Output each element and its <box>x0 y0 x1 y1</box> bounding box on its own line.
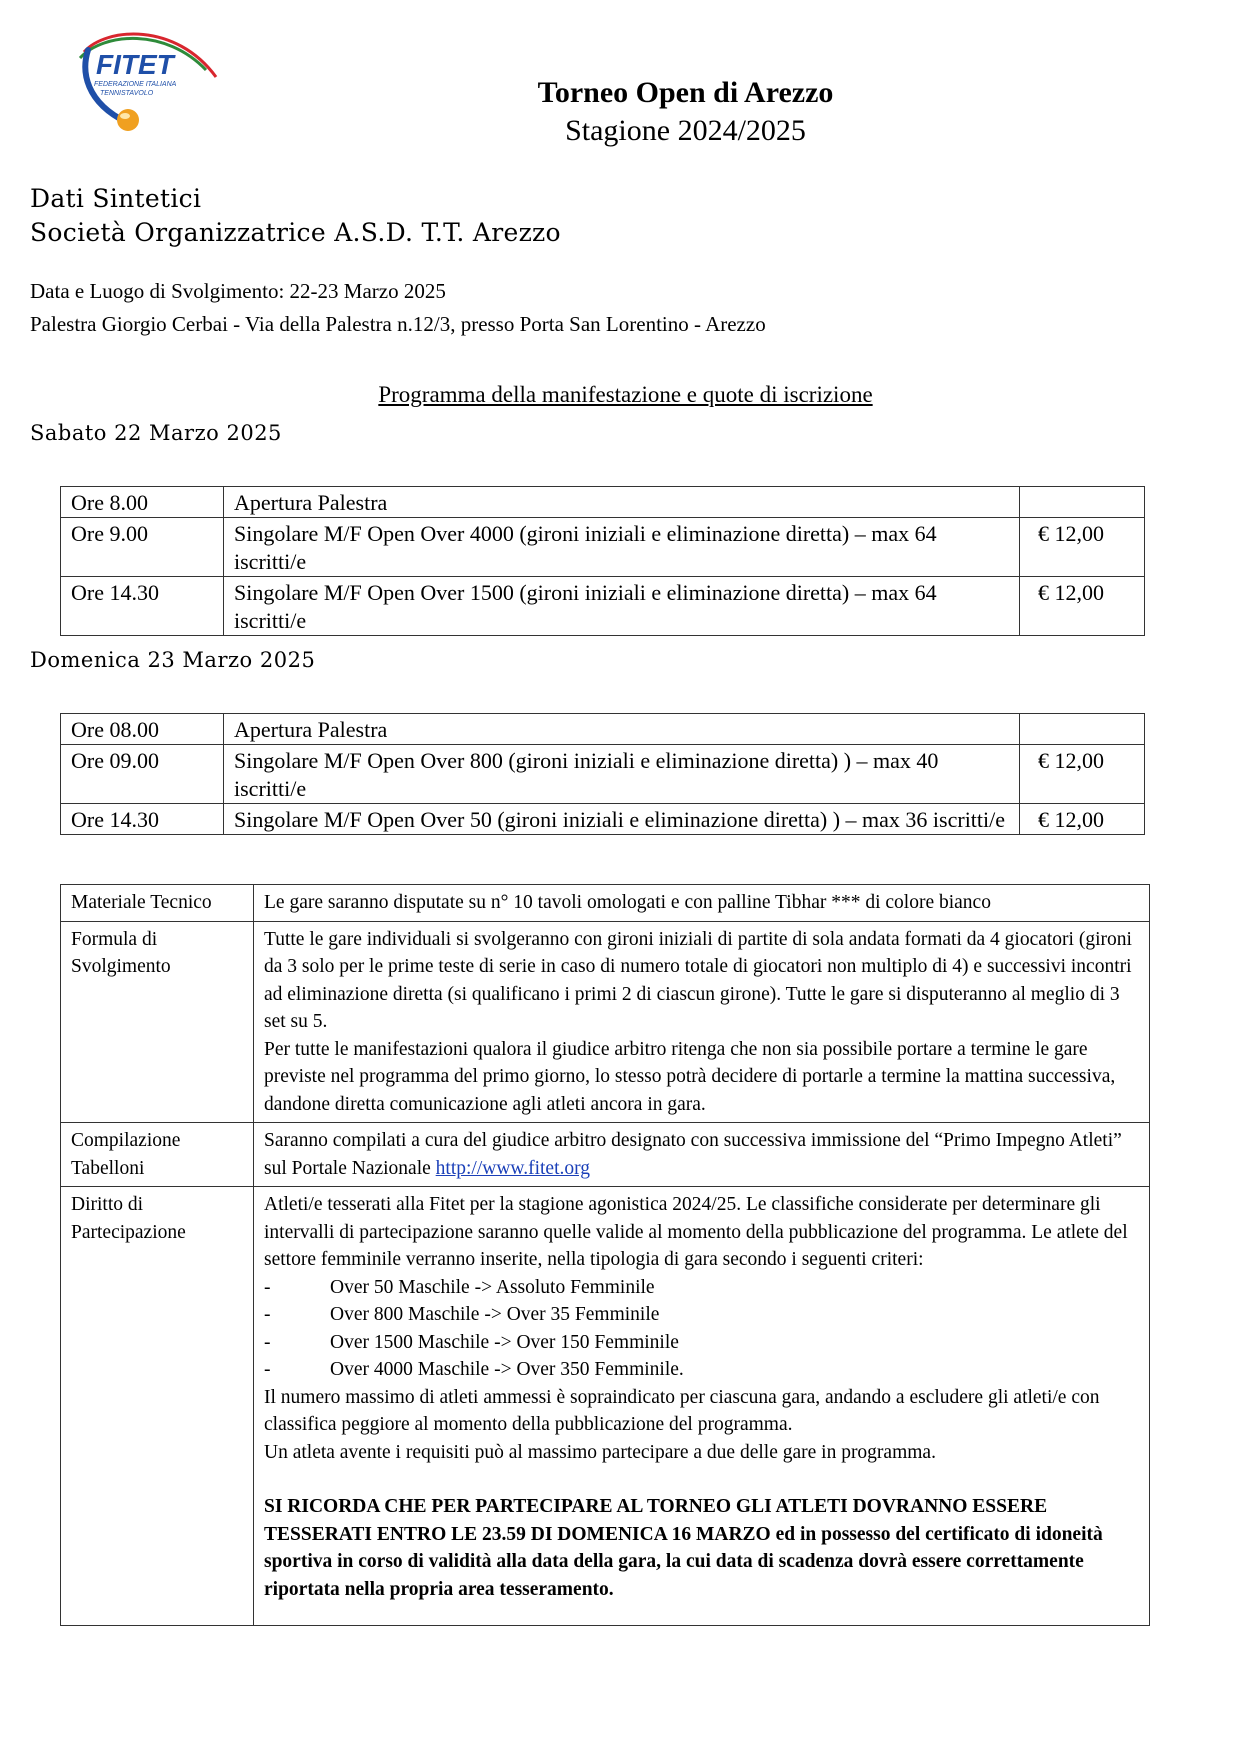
list-item-text: Over 800 Maschile -> Over 35 Femminile <box>330 1304 660 1325</box>
list-item-text: Over 50 Maschile -> Assoluto Femminile <box>330 1276 655 1298</box>
info-key: Formula di Svolgimento <box>61 921 254 1123</box>
list-item <box>264 1274 1139 1302</box>
fee-cell <box>1020 714 1145 745</box>
logo-subtitle-1: FEDERAZIONE ITALIANA <box>94 81 177 88</box>
event-cell: Singolare M/F Open Over 1500 (gironi iniziali e eliminazione diretta) – max 64 iscritti/e <box>224 577 1020 636</box>
time-cell: Ore 14.30 <box>61 804 224 835</box>
bullet-marker: - <box>264 1331 271 1353</box>
info-key: Compilazione Tabelloni <box>61 1123 254 1187</box>
bullet-marker: - <box>264 1276 271 1298</box>
table-row <box>61 577 1145 636</box>
list-item-text: Over 1500 Maschile -> Over 150 Femminile <box>330 1331 679 1353</box>
diritto-paragraph-1: Atleti/e tesserati alla Fitet per la stagione agonistica 2024/25. Le classifiche considerate per determinare gli intervalli di partecipazione saranno quelle valide al momento della pubblicazione del programma. Le atlete del settore femminile verranno inserite, nella tipologia di gara secondo i seguenti criteri: <box>264 1194 1128 1270</box>
table-row <box>61 1123 1150 1187</box>
logo-text: FITET <box>96 49 174 80</box>
event-cell: Apertura Palestra <box>224 714 1020 745</box>
info-value: Le gare saranno disputate su n° 10 tavoli omologati e con palline Tibhar *** di colore bianco <box>254 885 1150 922</box>
fee-cell: € 12,00 <box>1020 518 1145 577</box>
event-cell: Singolare M/F Open Over 50 (gironi iniziali e eliminazione diretta) ) – max 36 iscritti/e <box>224 804 1020 835</box>
formula-paragraph-2: Per tutte le manifestazioni qualora il giudice arbitro ritenga che non sia possibile portare a termine le gare previste nel programma del primo giorno, lo stesso potrà decidere di portarle a termine la mattina successiva, dandone diretta comunicazione agli atleti ancora in gara. <box>264 1038 1116 1115</box>
table-row <box>61 885 1150 922</box>
fee-cell <box>1020 487 1145 518</box>
info-value <box>254 1123 1150 1187</box>
list-item-text: Over 4000 Maschile -> Over 350 Femminile. <box>330 1359 684 1380</box>
summary-heading: Dati Sintetici <box>30 184 202 213</box>
fee-cell: € 12,00 <box>1020 804 1145 835</box>
venue: Palestra Giorgio Cerbai - Via della Palestra n.12/3, presso Porta San Lorentino - Arezzo <box>30 312 766 336</box>
time-cell: Ore 09.00 <box>61 745 224 804</box>
list-item <box>264 1329 1139 1357</box>
time-cell: Ore 9.00 <box>61 518 224 577</box>
logo-subtitle-2: TENNISTAVOLO <box>100 90 154 97</box>
date-place: Data e Luogo di Svolgimento: 22-23 Marzo 2025 <box>30 279 446 303</box>
list-item <box>264 1301 1139 1329</box>
table-row <box>61 804 1145 835</box>
fee-cell: € 12,00 <box>1020 745 1145 804</box>
sunday-schedule <box>60 713 1145 835</box>
sunday-label: Domenica 23 Marzo 2025 <box>30 648 316 672</box>
formula-paragraph-1: Tutte le gare individuali si svolgeranno con gironi iniziali di partite di sola andata formati da 4 giocatori (gironi da 3 solo per le prime teste di serie in caso di numero totale di giocatori non multiplo di 4) e successivi incontri ad eliminazione diretta (si qualificano i primi 2 di ciascun girone). Tutte le gare si disputeranno al meglio di 3 set su 5. <box>264 928 1132 1032</box>
organizer: Società Organizzatrice A.S.D. T.T. Arezzo <box>30 218 561 247</box>
table-row <box>61 518 1145 577</box>
time-cell: Ore 08.00 <box>61 714 224 745</box>
time-cell: Ore 14.30 <box>61 577 224 636</box>
event-cell: Singolare M/F Open Over 800 (gironi iniziali e eliminazione diretta) ) – max 40 iscritti/e <box>224 745 1020 804</box>
fitet-link[interactable]: http://www.fitet.org <box>435 1157 591 1179</box>
bullet-marker: - <box>264 1304 271 1325</box>
table-row <box>61 745 1145 804</box>
fee-cell: € 12,00 <box>1020 577 1145 636</box>
saturday-label: Sabato 22 Marzo 2025 <box>30 421 282 445</box>
event-cell: Apertura Palestra <box>224 487 1020 518</box>
event-cell: Singolare M/F Open Over 4000 (gironi iniziali e eliminazione diretta) – max 64 iscritti/e <box>224 518 1020 577</box>
diritto-paragraph-3: Un atleta avente i requisiti può al massimo partecipare a due delle gare in programma. <box>264 1441 936 1463</box>
diritto-paragraph-2: Il numero massimo di atleti ammessi è sopraindicato per ciascuna gara, andando a escludere gli atleti/e con classifica peggiore al momento della pubblicazione del programma. <box>264 1386 1100 1435</box>
table-row <box>61 487 1145 518</box>
table-row <box>61 714 1145 745</box>
info-key: Diritto di Partecipazione <box>61 1187 254 1626</box>
table-row <box>61 1187 1150 1626</box>
info-table <box>60 884 1150 1626</box>
compilazione-text: Saranno compilati a cura del giudice arbitro designato con successiva immissione del “Primo Impegno Atleti” sul Portale Nazionale <box>264 1130 1122 1179</box>
list-item <box>264 1356 1139 1384</box>
info-value <box>254 1187 1150 1626</box>
saturday-schedule <box>60 486 1145 636</box>
info-key: Materiale Tecnico <box>61 885 254 922</box>
season-subtitle: Stagione 2024/2025 <box>565 114 806 147</box>
info-value <box>254 921 1150 1123</box>
program-title: Programma della manifestazione e quote di iscrizione <box>378 382 873 407</box>
table-row <box>61 921 1150 1123</box>
bullet-marker: - <box>264 1359 271 1380</box>
page-title: Torneo Open di Arezzo <box>537 76 834 109</box>
registration-notice: SI RICORDA CHE PER PARTECIPARE AL TORNEO GLI ATLETI DOVRANNO ESSERE TESSERATI ENTRO LE 23.59 DI DOMENICA 16 MARZO ed in possesso del certificato di idoneità sportiva in corso di validità alla data della gara, la cui data di scadenza dovrà essere correttamente riportata nella propria area tesseramento. <box>264 1496 1103 1600</box>
time-cell: Ore 8.00 <box>61 487 224 518</box>
